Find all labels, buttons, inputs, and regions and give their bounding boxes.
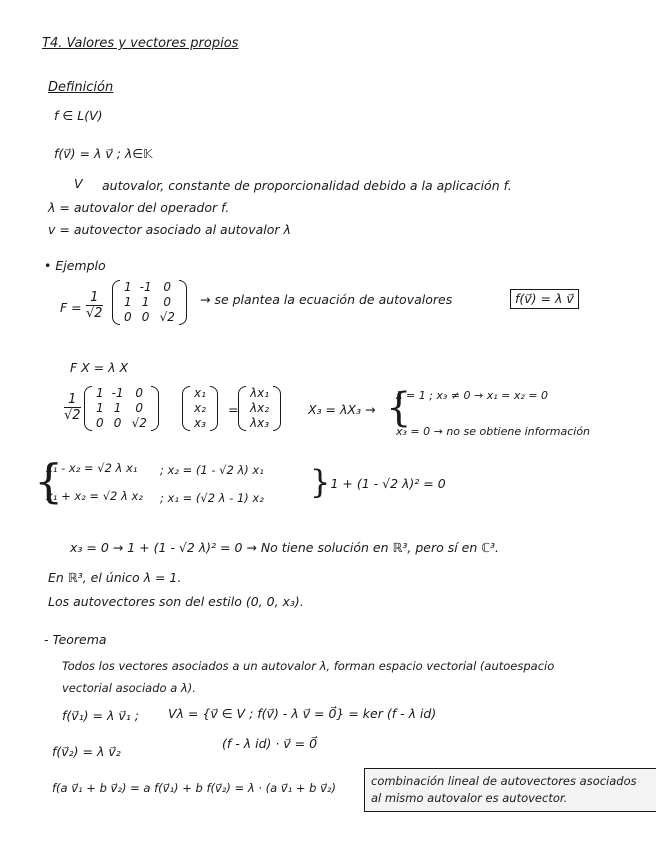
vector-x-cell: x₃ [194, 416, 206, 430]
x3-equation: X₃ = λX₃ → [308, 402, 376, 417]
definicion-line-3-mark: V [74, 176, 83, 191]
matrix-f-cell: 0 [163, 295, 172, 309]
teorema-line-3b: Vλ = {v⃗ ∈ V ; f(v⃗) - λ v⃗ = 0⃗} = ker (f - λ id) [168, 706, 437, 721]
matrix-m-cell: 1 [96, 386, 104, 400]
matrix-m-cell: 0 [135, 386, 144, 400]
system-row-1b: ; x₂ = (1 - √2 λ) x₁ [160, 463, 264, 477]
system-row-2a: x₁ + x₂ = √2 λ x₂ [46, 489, 143, 503]
matrix-m-cell: -1 [111, 386, 124, 400]
case-2: x₃ = 0 → no se obtiene información [396, 425, 591, 438]
x3-zero-line: x₃ = 0 → 1 + (1 - √2 λ)² = 0 → No tiene solución en ℝ³, pero sí en ℂ³. [70, 540, 499, 555]
left-brace: { [386, 385, 412, 431]
definicion-heading: Definición [48, 80, 114, 95]
boxed-eigen-equation: f(v⃗) = λ v⃗ [510, 289, 579, 309]
right-paren [179, 280, 187, 325]
matrix-m-cell: 0 [96, 416, 104, 430]
definicion-line-2: f(v⃗) = λ v⃗ ; λ∈𝕂 [54, 146, 153, 161]
matrix-f-cell: 1 [124, 295, 132, 309]
definicion-line-1: f ∈ L(V) [54, 108, 103, 123]
system-row-2b: ; x₁ = (√2 λ - 1) x₂ [160, 491, 264, 505]
matrix-f-cell: 0 [141, 310, 150, 324]
case-1: λ = 1 ; x₃ ≠ 0 → x₁ = x₂ = 0 [396, 389, 549, 402]
vector-lambda-x-cell: λx₁ [250, 386, 270, 400]
matrix-f [112, 280, 187, 325]
page-title: T4. Valores y vectores propios [42, 36, 239, 51]
system-right-brace: } [310, 463, 331, 501]
fraction-one-over-root2 [86, 290, 103, 321]
system-result: - 1 + (1 - √2 λ)² = 0 [322, 476, 446, 491]
matrix-m-cell: 0 [113, 416, 122, 430]
left-paren [112, 280, 120, 325]
right-paren [151, 386, 159, 431]
teorema-line-3a: f(v⃗₁) = λ v⃗₁ ; [62, 708, 139, 723]
definicion-line-4: λ = autovalor del operador f. [48, 200, 230, 215]
teorema-line-5: f(a v⃗₁ + b v⃗₂) = a f(v⃗₁) + b f(v⃗₂) = λ · (a v⃗₁ + b v⃗₂) [52, 781, 337, 795]
matrix-f-cell: 0 [163, 280, 172, 294]
left-paren [238, 386, 246, 431]
en-r3-line: En ℝ³, el único λ = 1. [48, 570, 182, 585]
vector-lambda-x-cell: λx₃ [250, 416, 270, 430]
matrix-m-cell: 1 [113, 401, 122, 415]
matrix-m-grid [92, 386, 151, 431]
matrix-f-cell: -1 [139, 280, 152, 294]
autovectores-line: Los autovectores son del estilo (0, 0, x₃). [48, 594, 304, 609]
right-paren [210, 386, 218, 431]
fraction-numerator: 1 [86, 290, 103, 306]
system-left-brace: { [34, 454, 64, 508]
matrix-f-cell: 0 [124, 310, 132, 324]
definicion-line-3: autovalor, constante de proporcionalidad debido a la aplicación f. [102, 178, 512, 193]
vector-lambda-x-cell: λx₂ [250, 401, 270, 415]
f-plantea-text: → se plantea la ecuación de autovalores [200, 292, 453, 307]
matrix-m-cell: 1 [96, 401, 104, 415]
definicion-line-5: v = autovector asociado al autovalor λ [48, 222, 291, 237]
matrix-f-cell: 1 [141, 295, 150, 309]
fraction-numerator: 1 [64, 392, 81, 408]
vector-lambda-x-grid [246, 386, 273, 431]
teorema-line-4a: f(v⃗₂) = λ v⃗₂ [52, 744, 121, 759]
teorema-line-1: Todos los vectores asociados a un autovalor λ, forman espacio vectorial (autoespacio [62, 659, 555, 673]
note-line-1: combinación lineal de autovectores asociados [371, 774, 637, 788]
left-paren [84, 386, 92, 431]
vector-x-cell: x₁ [194, 386, 206, 400]
right-paren [273, 386, 281, 431]
vector-x [182, 386, 218, 431]
matrix-m-cell: 0 [135, 401, 144, 415]
left-paren [182, 386, 190, 431]
fraction-one-over-root2-b [64, 392, 81, 423]
vector-lambda-x [238, 386, 281, 431]
ejemplo-heading: • Ejemplo [44, 258, 106, 273]
matrix-f-cell: √2 [159, 310, 175, 324]
matrix-m [84, 386, 159, 431]
teorema-line-4b: (f - λ id) · v⃗ = 0⃗ [222, 736, 318, 751]
teorema-heading: - Teorema [44, 632, 107, 647]
vector-x-cell: x₂ [194, 401, 206, 415]
matrix-m-cell: √2 [131, 416, 147, 430]
system-row-1a: x₁ - x₂ = √2 λ x₁ [46, 461, 138, 475]
teorema-line-2: vectorial asociado a λ). [62, 681, 196, 695]
fraction-denominator: √2 [86, 306, 103, 321]
note-line-2: al mismo autovalor es autovector. [371, 791, 568, 805]
fx-equation: F X = λ X [70, 360, 129, 375]
linear-combination-note [364, 768, 656, 812]
f-label: F = [60, 300, 82, 315]
equals-sign: = [228, 402, 239, 417]
matrix-f-grid [120, 280, 179, 325]
matrix-f-cell: 1 [124, 280, 132, 294]
fraction-denominator: √2 [64, 408, 81, 423]
vector-x-grid [190, 386, 210, 431]
